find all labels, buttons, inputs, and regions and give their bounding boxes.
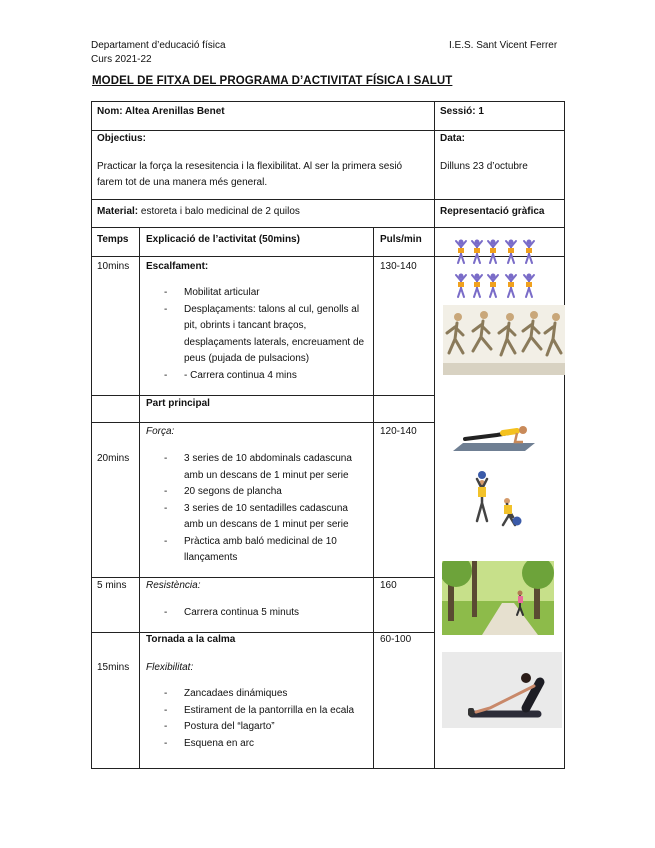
objectives-text: Practicar la força la resesitencia i la flexibilitat. Al ser la primera sesió farem tot de una manera més general. bbox=[97, 161, 403, 188]
document-title: MODEL DE FITXA DEL PROGRAMA D’ACTIVITAT FÍSICA I SALUT bbox=[92, 75, 453, 87]
col-pulse: Puls/min bbox=[380, 234, 422, 245]
cooldown-list bbox=[164, 686, 369, 752]
cooldown-time: 15mins bbox=[97, 662, 130, 673]
strength-time: 20mins bbox=[97, 453, 130, 464]
list-item: - Estirament de la pantorrilla en la ecala bbox=[164, 703, 369, 720]
cooldown-subtitle: Flexibilitat: bbox=[146, 662, 194, 673]
list-item: - Pràctica amb baló medicinal de 10 llançaments bbox=[164, 534, 369, 567]
col-explanation: Explicació de l’activitat (50mins) bbox=[146, 234, 300, 245]
endurance-list bbox=[164, 605, 369, 622]
objectives-label: Objectius: bbox=[97, 133, 146, 144]
warmup-pulse: 130-140 bbox=[380, 261, 417, 272]
stretching-image bbox=[442, 652, 562, 728]
list-item: - 20 segons de plancha bbox=[164, 484, 369, 501]
date-value: Dilluns 23 d’octubre bbox=[440, 161, 528, 172]
session-number: Sessió: 1 bbox=[440, 106, 484, 117]
endurance-time: 5 mins bbox=[97, 580, 127, 591]
school-name: I.E.S. Sant Vicent Ferrer bbox=[449, 40, 558, 51]
strength-list bbox=[164, 451, 369, 567]
cooldown-pulse: 60-100 bbox=[380, 634, 412, 645]
list-item: - 3 series de 10 sentadilles cadascuna amb un descans de 1 minut per serie bbox=[164, 501, 369, 534]
plank-image bbox=[451, 423, 537, 455]
department-name: Departament d’educació física bbox=[91, 40, 226, 51]
park-running-image bbox=[442, 561, 554, 635]
warmup-title: Escalfament: bbox=[146, 261, 209, 272]
list-item: - - Carrera continua 4 mins bbox=[164, 368, 369, 385]
list-item: - Desplaçaments: talons al cul, genolls al pit, obrints i tancant braços, desplaçaments laterals, encreuament de peus (pujada de pulsacions) bbox=[164, 302, 369, 368]
course-year: Curs 2021-22 bbox=[91, 54, 152, 65]
material-value: estoreta i balo medicinal de 2 quilos bbox=[138, 206, 300, 217]
endurance-title: Resistència: bbox=[146, 580, 201, 591]
activity-table bbox=[91, 101, 565, 769]
medicine-ball-image bbox=[467, 469, 527, 533]
list-item: - 3 series de 10 abdominals cadascuna amb un descans de 1 minut per serie bbox=[164, 451, 369, 484]
material-label: Material: bbox=[97, 206, 139, 217]
graphic-label: Representació gràfica bbox=[440, 206, 545, 217]
strength-title: Força: bbox=[146, 426, 175, 437]
warmup-exercises-image bbox=[455, 238, 545, 300]
list-item: - Mobilitat articular bbox=[164, 285, 369, 302]
list-item: - Zancadaes dinámiques bbox=[164, 686, 369, 703]
col-time: Temps bbox=[97, 234, 129, 245]
warmup-list bbox=[164, 285, 369, 384]
warmup-time: 10mins bbox=[97, 261, 130, 272]
strength-pulse: 120-140 bbox=[380, 426, 417, 437]
date-label: Data: bbox=[440, 133, 466, 144]
list-item: - Esquena en arc bbox=[164, 736, 369, 753]
list-item: - Postura del “lagarto” bbox=[164, 719, 369, 736]
running-sequence-image bbox=[443, 305, 565, 375]
list-item: - Carrera continua 5 minuts bbox=[164, 605, 369, 622]
endurance-pulse: 160 bbox=[380, 580, 397, 591]
cooldown-title: Tornada a la calma bbox=[146, 634, 236, 645]
material-row bbox=[97, 204, 300, 220]
main-part-title: Part principal bbox=[146, 398, 210, 409]
student-name: Nom: Altea Arenillas Benet bbox=[97, 106, 225, 117]
